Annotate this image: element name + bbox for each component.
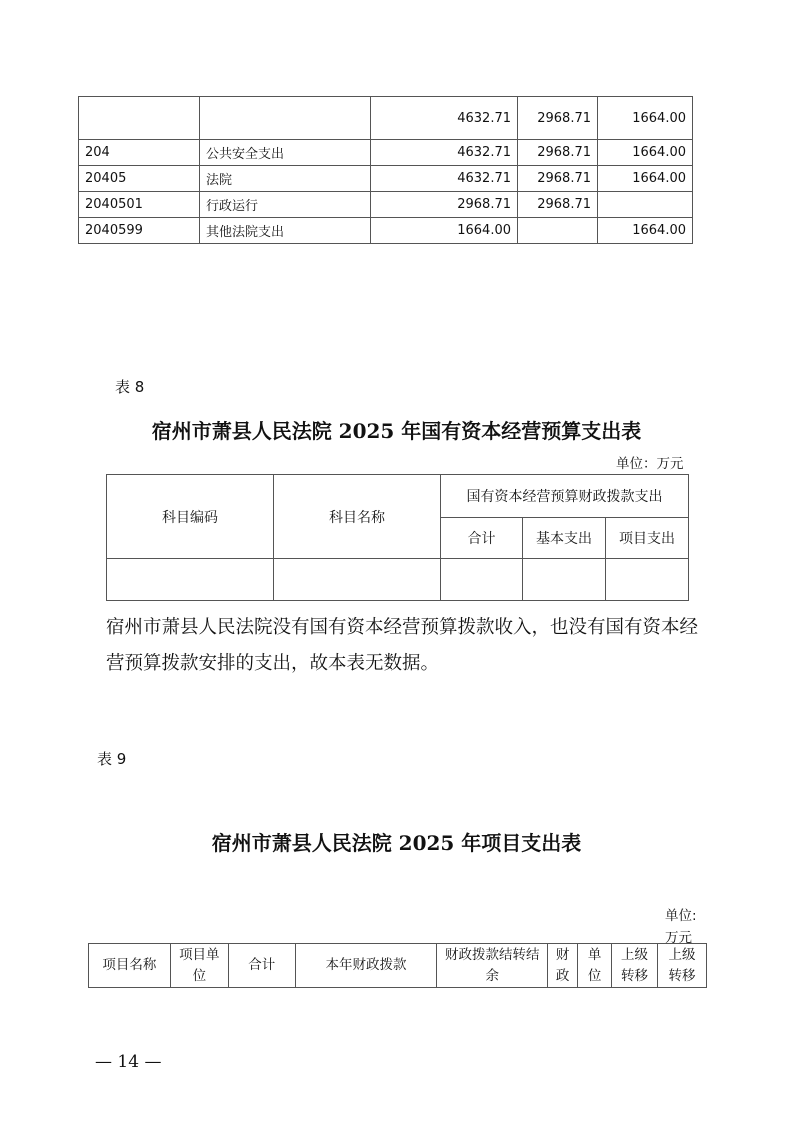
table-cell: [200, 97, 371, 140]
table-9-title: 宿州市萧县人民法院 2025 年项目支出表: [211, 831, 582, 855]
table-cell: 1664.00: [371, 218, 518, 244]
header-name: 科目名称: [274, 475, 441, 559]
header-cell: [295, 944, 437, 988]
table-cell: 4632.71: [371, 166, 518, 192]
header-cell: [578, 944, 612, 988]
header-text: 转移: [668, 967, 696, 984]
table-cell: 1664.00: [598, 166, 693, 192]
table-8: [106, 474, 689, 601]
table-row: [79, 192, 693, 218]
header-text: 上级: [668, 946, 696, 963]
table-row: [79, 218, 693, 244]
table-cell: 2968.71: [518, 166, 598, 192]
header-cell: [658, 944, 707, 988]
table-cell: [518, 218, 598, 244]
header-text: 单: [587, 946, 602, 963]
table-cell: 20405: [79, 166, 200, 192]
table-cell: 2968.71: [371, 192, 518, 218]
table-cell: [598, 192, 693, 218]
table-9-unit-line2: 万元: [665, 930, 692, 946]
table-cell: 1664.00: [598, 218, 693, 244]
table-cell: 2968.71: [518, 192, 598, 218]
header-cell: [170, 944, 228, 988]
page-number: — 14 —: [95, 1052, 162, 1072]
header-text: 余: [485, 967, 500, 984]
header-code: 科目编码: [107, 475, 274, 559]
header-text: 项目单: [179, 946, 220, 963]
header-cell: [89, 944, 171, 988]
table-cell: 1664.00: [598, 140, 693, 166]
table-row: [79, 166, 693, 192]
table-cell: [79, 97, 200, 140]
header-text: 合计: [248, 957, 276, 973]
table-9-unit-line1: 单位:: [665, 908, 697, 924]
header-text: 财政拨款结转结: [445, 946, 540, 963]
table-row: [79, 140, 693, 166]
header-basic: 基本支出: [523, 518, 606, 559]
table-cell: 204: [79, 140, 200, 166]
table-cell: 2968.71: [518, 140, 598, 166]
header-cell: [612, 944, 658, 988]
table-cell: 行政运行: [200, 192, 371, 218]
table-cell: 法院: [200, 166, 371, 192]
table-cell: 4632.71: [371, 140, 518, 166]
header-cell: [437, 944, 548, 988]
table-8-label: 表 8: [115, 378, 145, 396]
table-cell: 2040501: [79, 192, 200, 218]
table-8-note-line1: 宿州市萧县人民法院没有国有资本经营预算拨款收入，也没有国有资本经: [106, 617, 699, 638]
table-cell: 1664.00: [598, 97, 693, 140]
table-8-title: 宿州市萧县人民法院 2025 年国有资本经营预算支出表: [151, 419, 642, 443]
header-text: 上级: [621, 946, 649, 963]
table-9-label: 表 9: [97, 750, 127, 768]
header-cell: [228, 944, 295, 988]
header-text: 政: [555, 967, 570, 984]
header-text: 位: [192, 967, 207, 984]
header-group: 国有资本经营预算财政拨款支出: [441, 475, 689, 518]
table-cell: 公共安全支出: [200, 140, 371, 166]
table-cell: 2040599: [79, 218, 200, 244]
table-7-continued: [78, 96, 693, 244]
header-text: 转移: [621, 967, 649, 984]
table-cell: 4632.71: [371, 97, 518, 140]
table-cell: 其他法院支出: [200, 218, 371, 244]
table-8-note-line2: 营预算拨款安排的支出，故本表无数据。: [106, 653, 440, 674]
table-8-unit: 单位：万元: [616, 456, 684, 472]
header-text: 位: [587, 967, 602, 984]
header-text: 财: [555, 946, 570, 963]
header-cell: [548, 944, 578, 988]
header-text: 本年财政拨款: [325, 957, 407, 973]
header-project: 项目支出: [606, 518, 689, 559]
table-row: [79, 97, 693, 140]
header-total: 合计: [441, 518, 523, 559]
table-cell: 2968.71: [518, 97, 598, 140]
header-text: 项目名称: [102, 957, 157, 973]
table-9: [88, 943, 707, 988]
